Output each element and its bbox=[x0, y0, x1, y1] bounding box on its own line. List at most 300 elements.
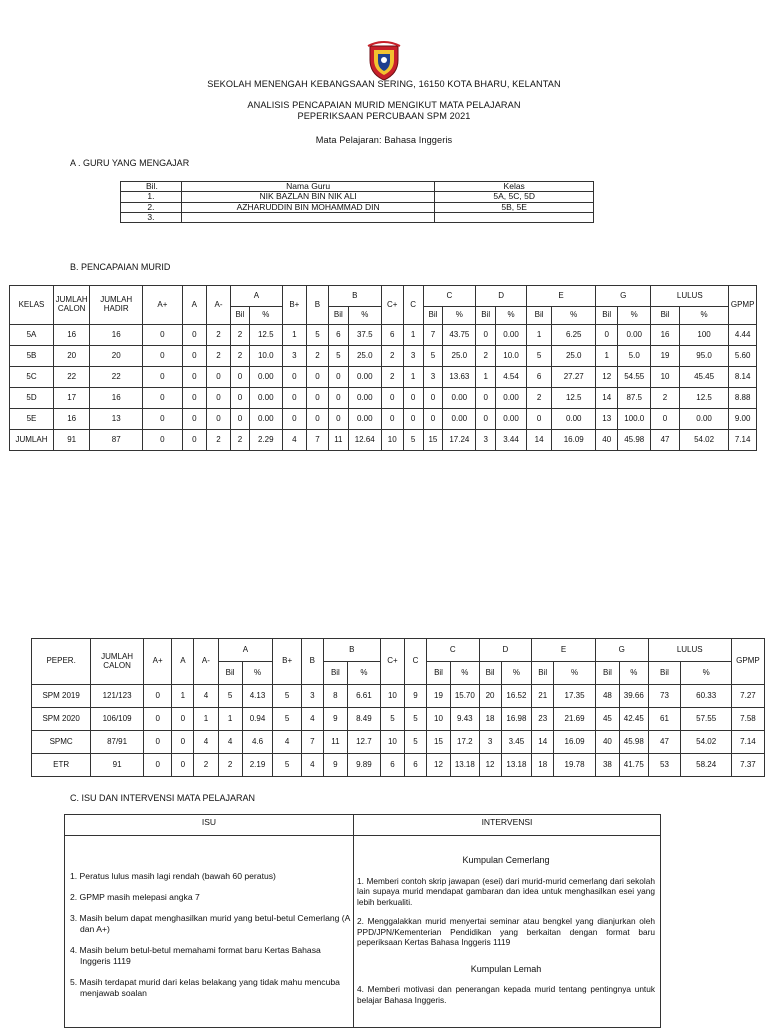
table-cell: 100.0 bbox=[618, 409, 651, 430]
teacher-bil: 3. bbox=[121, 213, 182, 223]
table-cell: 40 bbox=[596, 430, 618, 451]
table-cell: 16.09 bbox=[554, 731, 596, 754]
col-a: A bbox=[182, 286, 206, 325]
table-cell: 17 bbox=[54, 388, 90, 409]
table-cell: 57.55 bbox=[681, 708, 731, 731]
col-intervensi: INTERVENSI bbox=[481, 817, 533, 827]
table-cell: 14 bbox=[596, 388, 618, 409]
table-cell: 0 bbox=[143, 731, 172, 754]
table-cell: 39.66 bbox=[620, 685, 649, 708]
table-cell: 0 bbox=[143, 708, 172, 731]
col-a: A bbox=[172, 639, 194, 685]
table-cell: 0 bbox=[476, 388, 496, 409]
sub-col-bil: Bil bbox=[651, 307, 680, 325]
class-achievement-table bbox=[9, 285, 757, 451]
table-cell: 0.00 bbox=[249, 409, 282, 430]
table-cell: 42.45 bbox=[620, 708, 649, 731]
table-cell: 2 bbox=[306, 346, 328, 367]
table-cell: 2 bbox=[218, 754, 242, 777]
sub-col-pct: % bbox=[501, 662, 532, 685]
table-cell: 0 bbox=[381, 388, 403, 409]
group-c: C bbox=[426, 639, 479, 662]
table-cell: 0.00 bbox=[552, 409, 596, 430]
table-cell: 8.14 bbox=[729, 367, 757, 388]
table-cell: 0 bbox=[403, 388, 423, 409]
table-cell: 14 bbox=[526, 430, 551, 451]
table-cell: 16 bbox=[90, 388, 143, 409]
table-cell: 0 bbox=[526, 409, 551, 430]
teacher-name bbox=[181, 213, 434, 223]
group-a: A bbox=[231, 286, 283, 307]
table-cell: 100 bbox=[679, 325, 729, 346]
table-row bbox=[10, 430, 757, 451]
table-cell: 4 bbox=[301, 708, 323, 731]
table-cell: 48 bbox=[595, 685, 619, 708]
table-cell: 0 bbox=[143, 754, 172, 777]
table-cell: 0 bbox=[306, 409, 328, 430]
table-cell: 91 bbox=[91, 754, 144, 777]
table-cell: 8.49 bbox=[347, 708, 380, 731]
table-row bbox=[32, 731, 765, 754]
col-bplus: B+ bbox=[273, 639, 302, 685]
col-isu: ISU bbox=[201, 817, 217, 827]
table-cell: 0 bbox=[231, 367, 250, 388]
table-cell: 12.5 bbox=[552, 388, 596, 409]
table-cell: 12.7 bbox=[347, 731, 380, 754]
sub-col-pct: % bbox=[451, 662, 480, 685]
table-cell: 9 bbox=[323, 754, 347, 777]
table-cell: 0 bbox=[182, 388, 206, 409]
group-c: C bbox=[423, 286, 476, 307]
table-cell: 1 bbox=[172, 685, 194, 708]
sub-col-pct: % bbox=[249, 307, 282, 325]
table-cell: 45.45 bbox=[679, 367, 729, 388]
teacher-name: NIK BAZLAN BIN NIK ALI bbox=[181, 192, 434, 202]
table-cell: 15 bbox=[426, 731, 450, 754]
table-cell: 60.33 bbox=[681, 685, 731, 708]
table-row bbox=[121, 202, 594, 212]
kumpulan-cemerlang-heading: Kumpulan Cemerlang bbox=[462, 855, 550, 865]
issue-table-header bbox=[65, 815, 660, 836]
table-cell: 16 bbox=[651, 325, 680, 346]
table-cell: 16.98 bbox=[501, 708, 532, 731]
table-cell: 14 bbox=[532, 731, 554, 754]
row-label-cell: 5A bbox=[10, 325, 54, 346]
table-cell: 0.00 bbox=[679, 409, 729, 430]
section-c-title: C. ISU DAN INTERVENSI MATA PELAJARAN bbox=[70, 793, 256, 803]
sub-col-bil: Bil bbox=[648, 662, 681, 685]
table-cell: 25.0 bbox=[348, 346, 381, 367]
table-cell: 6 bbox=[380, 754, 404, 777]
table-cell: 1 bbox=[218, 708, 242, 731]
table-cell: 12 bbox=[479, 754, 501, 777]
table-cell: 1 bbox=[403, 367, 423, 388]
table-cell: 2 bbox=[381, 346, 403, 367]
table-cell: 12 bbox=[596, 367, 618, 388]
table-cell: 3 bbox=[301, 685, 323, 708]
table-cell: 4.44 bbox=[729, 325, 757, 346]
row-label-cell: 5E bbox=[10, 409, 54, 430]
table-cell: 13.63 bbox=[443, 367, 476, 388]
table-cell: 0 bbox=[143, 685, 172, 708]
col-bplus: B+ bbox=[282, 286, 306, 325]
column-divider bbox=[353, 815, 354, 1027]
table-cell: 4.54 bbox=[496, 367, 527, 388]
table-cell: 16 bbox=[90, 325, 143, 346]
table-cell: 0 bbox=[476, 325, 496, 346]
table-row bbox=[32, 754, 765, 777]
table-row bbox=[32, 685, 765, 708]
sub-col-bil: Bil bbox=[595, 662, 619, 685]
group-g: G bbox=[595, 639, 648, 662]
table-cell: 54.55 bbox=[618, 367, 651, 388]
table-cell: 4 bbox=[301, 754, 323, 777]
sub-col-pct: % bbox=[348, 307, 381, 325]
table-cell: 73 bbox=[648, 685, 681, 708]
col-kelas: Kelas bbox=[435, 182, 594, 192]
table-cell: 0 bbox=[328, 388, 348, 409]
table-cell: 0.00 bbox=[618, 325, 651, 346]
table-cell: 0 bbox=[143, 430, 183, 451]
table-cell: 0 bbox=[306, 388, 328, 409]
table-cell: 0 bbox=[381, 409, 403, 430]
table-cell: 47 bbox=[648, 731, 681, 754]
report-subtitle: PEPERIKSAAN PERCUBAAN SPM 2021 bbox=[297, 111, 471, 121]
teacher-bil: 1. bbox=[121, 192, 182, 202]
table-cell: 6.61 bbox=[347, 685, 380, 708]
table-cell: 2.29 bbox=[249, 430, 282, 451]
table-cell: 6 bbox=[381, 325, 403, 346]
table-cell: 8.88 bbox=[729, 388, 757, 409]
table-cell: 6 bbox=[405, 754, 427, 777]
table-cell: 0 bbox=[403, 409, 423, 430]
table-cell: 0 bbox=[423, 388, 443, 409]
list-item: 1. Memberi contoh skrip jawapan (esei) dari murid-murid cemerlang dari sekolah lain supaya murid mendapat gambaran dan idea untuk menghasilkan esei yang lebih berkualiti. bbox=[357, 875, 655, 907]
table-cell: 0 bbox=[282, 367, 306, 388]
sub-col-bil: Bil bbox=[526, 307, 551, 325]
table-cell: 22 bbox=[54, 367, 90, 388]
table-cell: 25.0 bbox=[443, 346, 476, 367]
table-cell: 3.45 bbox=[501, 731, 532, 754]
table-cell: 5 bbox=[405, 731, 427, 754]
sub-col-pct: % bbox=[443, 307, 476, 325]
col-aminus: A- bbox=[206, 286, 230, 325]
exam-comparison-table bbox=[31, 638, 765, 777]
table-cell: 87 bbox=[90, 430, 143, 451]
report-title: ANALISIS PENCAPAIAN MURID MENGIKUT MATA PELAJARAN bbox=[247, 100, 521, 110]
school-crest-logo bbox=[366, 40, 402, 82]
table-cell: 27.27 bbox=[552, 367, 596, 388]
table-cell: 5 bbox=[306, 325, 328, 346]
table-cell: 19.78 bbox=[554, 754, 596, 777]
sub-col-pct: % bbox=[496, 307, 527, 325]
table-row bbox=[10, 388, 757, 409]
table-cell: 87/91 bbox=[91, 731, 144, 754]
table-cell: 0.00 bbox=[249, 367, 282, 388]
table-cell: 5 bbox=[328, 346, 348, 367]
teacher-classes: 5A, 5C, 5D bbox=[435, 192, 594, 202]
group-e: E bbox=[526, 286, 595, 307]
sub-col-bil: Bil bbox=[231, 307, 250, 325]
table-row bbox=[10, 346, 757, 367]
table-cell: 7 bbox=[301, 731, 323, 754]
row-label-cell: 5D bbox=[10, 388, 54, 409]
table-cell: 4.6 bbox=[242, 731, 273, 754]
table-cell: 8 bbox=[323, 685, 347, 708]
row-label-cell: SPM 2020 bbox=[32, 708, 91, 731]
table-cell: 10 bbox=[380, 731, 404, 754]
sub-col-pct: % bbox=[618, 307, 651, 325]
table-row bbox=[121, 213, 594, 223]
col-c: C bbox=[403, 286, 423, 325]
list-item: 2. Menggalakkan murid menyertai seminar atau bengkel yang dianjurkan oleh PPD/JPN/Kementerian Pendidikan yang berkaitan dengan format baru peperiksaan Kertas Bahasa Inggeris 1119 bbox=[357, 916, 655, 947]
table-cell: 4 bbox=[194, 731, 218, 754]
table-cell: 5 bbox=[273, 754, 302, 777]
table-cell: 2 bbox=[381, 367, 403, 388]
col-gpmp: GPMP bbox=[729, 286, 757, 325]
table-cell: 2.19 bbox=[242, 754, 273, 777]
table-cell: 16.52 bbox=[501, 685, 532, 708]
table-row bbox=[10, 409, 757, 430]
table-cell: 12.64 bbox=[348, 430, 381, 451]
col-kelas: KELAS bbox=[10, 286, 54, 325]
table-cell: 12.5 bbox=[679, 388, 729, 409]
table-cell: 15.70 bbox=[451, 685, 480, 708]
table-cell: 0 bbox=[206, 409, 230, 430]
table-cell: 5 bbox=[273, 685, 302, 708]
table-cell: 10.0 bbox=[249, 346, 282, 367]
table-cell: 7.27 bbox=[731, 685, 764, 708]
table-cell: 4 bbox=[194, 685, 218, 708]
table-cell: 121/123 bbox=[91, 685, 144, 708]
table-cell: 9.00 bbox=[729, 409, 757, 430]
list-item: 1. Peratus lulus masih lagi rendah (bawah 60 peratus) bbox=[70, 871, 276, 881]
table-cell: 0 bbox=[282, 388, 306, 409]
table-cell: 22 bbox=[90, 367, 143, 388]
teacher-bil: 2. bbox=[121, 202, 182, 212]
table-cell: 2 bbox=[231, 346, 250, 367]
table-cell: 0 bbox=[143, 388, 183, 409]
table-cell: 0 bbox=[231, 409, 250, 430]
col-aplus: A+ bbox=[143, 639, 172, 685]
table-cell: 0 bbox=[182, 409, 206, 430]
subject-line: Mata Pelajaran: Bahasa Inggeris bbox=[315, 135, 453, 145]
table-cell: 0 bbox=[172, 708, 194, 731]
table-cell: 18 bbox=[532, 754, 554, 777]
group-e: E bbox=[532, 639, 596, 662]
table-cell: 9.43 bbox=[451, 708, 480, 731]
table-cell: 45 bbox=[595, 708, 619, 731]
sub-col-pct: % bbox=[620, 662, 649, 685]
list-item: 4. Masih belum betul-betul memahami format baru Kertas Bahasa Inggeris 1119 bbox=[70, 945, 321, 966]
table-cell: 38 bbox=[595, 754, 619, 777]
table-cell: 0.00 bbox=[348, 388, 381, 409]
table-cell: 5 bbox=[273, 708, 302, 731]
teacher-table-header bbox=[121, 182, 594, 192]
list-item: 5. Masih terdapat murid dari kelas belakang yang tidak mahu mencuba menjawab soalan bbox=[70, 977, 340, 998]
table-cell: 3 bbox=[476, 430, 496, 451]
table-cell: 0 bbox=[143, 325, 183, 346]
table-cell: 0.00 bbox=[496, 388, 527, 409]
table-cell: 6 bbox=[526, 367, 551, 388]
sub-col-bil: Bil bbox=[218, 662, 242, 685]
table-cell: 4 bbox=[273, 731, 302, 754]
col-cplus: C+ bbox=[381, 286, 403, 325]
intervensi-list bbox=[357, 843, 655, 1014]
list-item: 4. Memberi motivasi dan penerangan kepada murid tentang pentingnya untuk belajar Bahasa Inggeris. bbox=[357, 984, 655, 1005]
row-label-cell: ETR bbox=[32, 754, 91, 777]
table-cell: 4 bbox=[282, 430, 306, 451]
sub-col-pct: % bbox=[347, 662, 380, 685]
table-cell: 0 bbox=[182, 430, 206, 451]
table-cell: 2 bbox=[206, 325, 230, 346]
row-label-cell: SPMC bbox=[32, 731, 91, 754]
col-jumlah-calon: JUMLAH CALON bbox=[91, 639, 144, 685]
sub-col-pct: % bbox=[242, 662, 273, 685]
table-cell: 18 bbox=[479, 708, 501, 731]
table-cell: 2 bbox=[206, 430, 230, 451]
table-cell: 0 bbox=[172, 754, 194, 777]
row-label-cell: SPM 2019 bbox=[32, 685, 91, 708]
table-cell: 0.94 bbox=[242, 708, 273, 731]
sub-col-pct: % bbox=[681, 662, 731, 685]
table-cell: 9 bbox=[405, 685, 427, 708]
table-cell: 58.24 bbox=[681, 754, 731, 777]
table-cell: 20 bbox=[54, 346, 90, 367]
table-cell: 0 bbox=[423, 409, 443, 430]
table-cell: 0.00 bbox=[348, 367, 381, 388]
teacher-classes: 5B, 5E bbox=[435, 202, 594, 212]
table-cell: 1 bbox=[526, 325, 551, 346]
teacher-name: AZHARUDDIN BIN MOHAMMAD DIN bbox=[181, 202, 434, 212]
group-lulus: LULUS bbox=[648, 639, 731, 662]
table-row bbox=[10, 325, 757, 346]
table-cell: 11 bbox=[328, 430, 348, 451]
sub-col-pct: % bbox=[554, 662, 596, 685]
table-cell: 54.02 bbox=[681, 731, 731, 754]
col-jumlah-calon: JUMLAH CALON bbox=[54, 286, 90, 325]
table-cell: 7.37 bbox=[731, 754, 764, 777]
section-a-title: A . GURU YANG MENGAJAR bbox=[70, 158, 190, 168]
table-cell: 1 bbox=[282, 325, 306, 346]
table-cell: 10 bbox=[651, 367, 680, 388]
col-nama-guru: Nama Guru bbox=[181, 182, 434, 192]
table-cell: 23 bbox=[532, 708, 554, 731]
table-cell: 61 bbox=[648, 708, 681, 731]
table-cell: 0.00 bbox=[496, 409, 527, 430]
table-cell: 13.18 bbox=[501, 754, 532, 777]
table-cell: 16 bbox=[54, 409, 90, 430]
table-cell: 37.5 bbox=[348, 325, 381, 346]
table-cell: 12.5 bbox=[249, 325, 282, 346]
table-cell: 20 bbox=[90, 346, 143, 367]
col-cplus: C+ bbox=[380, 639, 404, 685]
table-cell: 0 bbox=[143, 346, 183, 367]
table-cell: 6.25 bbox=[552, 325, 596, 346]
table-cell: 106/109 bbox=[91, 708, 144, 731]
table-cell: 0 bbox=[143, 409, 183, 430]
group-g: G bbox=[596, 286, 651, 307]
table-cell: 10 bbox=[380, 685, 404, 708]
table-cell: 2 bbox=[231, 430, 250, 451]
list-item: 2. GPMP masih melepasi angka 7 bbox=[70, 892, 200, 902]
table-cell: 21 bbox=[532, 685, 554, 708]
table-cell: 1 bbox=[403, 325, 423, 346]
col-b: B bbox=[301, 639, 323, 685]
table-cell: 0 bbox=[182, 325, 206, 346]
col-aplus: A+ bbox=[143, 286, 183, 325]
sub-col-bil: Bil bbox=[426, 662, 450, 685]
table-cell: 0 bbox=[306, 367, 328, 388]
table-cell: 0 bbox=[231, 388, 250, 409]
group-lulus: LULUS bbox=[651, 286, 729, 307]
table-cell: 12 bbox=[426, 754, 450, 777]
table-cell: 20 bbox=[479, 685, 501, 708]
table-cell: 3 bbox=[403, 346, 423, 367]
teacher-classes bbox=[435, 213, 594, 223]
row-label-cell: 5B bbox=[10, 346, 54, 367]
row-label-cell: 5C bbox=[10, 367, 54, 388]
table-cell: 54.02 bbox=[679, 430, 729, 451]
table-cell: 10 bbox=[381, 430, 403, 451]
table-cell: 7.14 bbox=[731, 731, 764, 754]
table-cell: 5 bbox=[403, 430, 423, 451]
school-name: SEKOLAH MENENGAH KEBANGSAAN SERING, 16150 KOTA BHARU, KELANTAN bbox=[207, 79, 561, 89]
col-c: C bbox=[405, 639, 427, 685]
table-cell: 0 bbox=[328, 409, 348, 430]
group-a: A bbox=[218, 639, 273, 662]
table-cell: 2 bbox=[526, 388, 551, 409]
sub-col-bil: Bil bbox=[476, 307, 496, 325]
table-cell: 2 bbox=[194, 754, 218, 777]
table-cell: 1 bbox=[194, 708, 218, 731]
table-cell: 6 bbox=[328, 325, 348, 346]
table-cell: 0.00 bbox=[496, 325, 527, 346]
table-cell: 10.0 bbox=[496, 346, 527, 367]
table-cell: 0 bbox=[143, 367, 183, 388]
issue-intervention-table bbox=[64, 814, 661, 1028]
col-peper: PEPER. bbox=[32, 639, 91, 685]
group-d: D bbox=[476, 286, 527, 307]
table-cell: 5 bbox=[218, 685, 242, 708]
table-cell: 9.89 bbox=[347, 754, 380, 777]
isu-list bbox=[70, 871, 350, 1009]
table-cell: 5 bbox=[405, 708, 427, 731]
group-b: B bbox=[323, 639, 380, 662]
teacher-table bbox=[120, 181, 594, 223]
table-cell: 0.00 bbox=[249, 388, 282, 409]
table-cell: 0 bbox=[651, 409, 680, 430]
table-cell: 1 bbox=[596, 346, 618, 367]
table-row bbox=[121, 192, 594, 202]
table-cell: 21.69 bbox=[554, 708, 596, 731]
table-cell: 13 bbox=[90, 409, 143, 430]
table-cell: 0 bbox=[172, 731, 194, 754]
sub-col-pct: % bbox=[679, 307, 729, 325]
table-cell: 1 bbox=[476, 367, 496, 388]
table-cell: 95.0 bbox=[679, 346, 729, 367]
col-bil: Bil. bbox=[121, 182, 182, 192]
table-cell: 2 bbox=[651, 388, 680, 409]
table-cell: 0 bbox=[206, 367, 230, 388]
table-cell: 40 bbox=[595, 731, 619, 754]
table-cell: 19 bbox=[426, 685, 450, 708]
sub-col-bil: Bil bbox=[423, 307, 443, 325]
col-gpmp: GPMP bbox=[731, 639, 764, 685]
table-cell: 5 bbox=[526, 346, 551, 367]
sub-col-bil: Bil bbox=[479, 662, 501, 685]
table-cell: 2 bbox=[231, 325, 250, 346]
